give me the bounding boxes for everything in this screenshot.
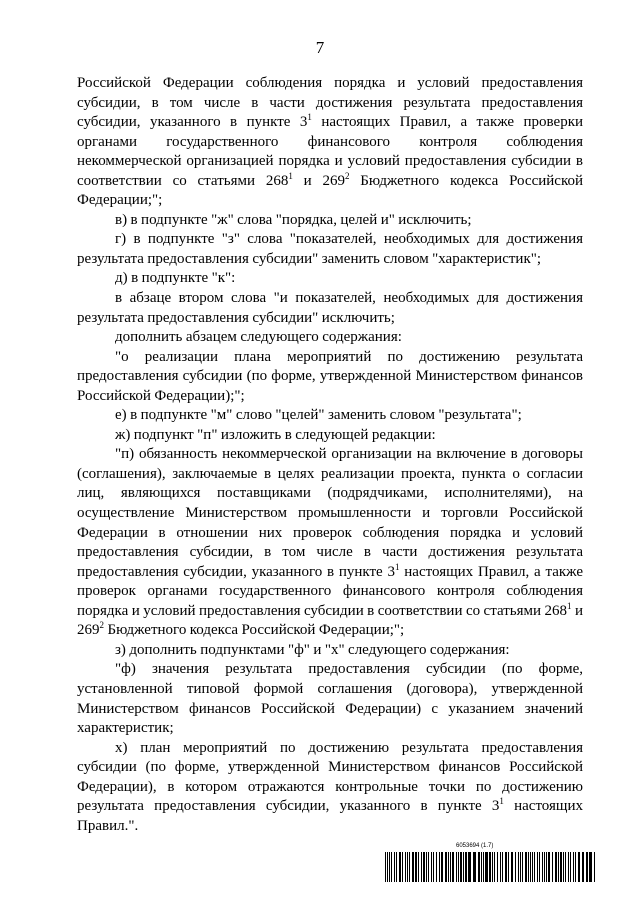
paragraph <box>77 230 583 269</box>
paragraph-text: настоящих Правил, а также проверки органами государственного финансового контроля соблюдения некоммерческой организацией порядка и условий предоставления субсидии в соответствии со статьями 268 <box>77 114 584 189</box>
paragraph-text: в) в подпункте "ж" слова "порядка, целей и" исключить; <box>115 211 472 228</box>
document-barcode <box>384 842 598 884</box>
barcode-icon <box>384 852 598 882</box>
paragraph-text: дополнить абзацем следующего содержания: <box>115 329 402 346</box>
document-body <box>77 74 583 836</box>
paragraph <box>77 660 583 738</box>
paragraph-text: г) в подпункте "з" слова "показателей, необходимых для достижения результата предоставления субсидии" заменить словом "характеристик"; <box>77 231 583 267</box>
paragraph <box>77 641 583 661</box>
paragraph-text: Российской Федерации соблюдения порядка и условий предоставления субсидии, в том числе в части достижения результата предоставления субсидии, указанного в пункте 3 <box>77 75 583 131</box>
paragraph-text: в абзаце втором слова "и показателей, необходимых для достижения результата предоставления субсидии" исключить; <box>77 290 583 326</box>
paragraph-text: "ф) значения результата предоставления субсидии (по форме, установленной типовой формой соглашения (договора), утвержденной Министерством финансов Российской Федерации) с указанием значений характеристик; <box>77 661 583 737</box>
paragraph-text: Бюджетного кодекса Российской Федерации;"; <box>104 622 405 639</box>
superscript: 1 <box>499 796 504 807</box>
paragraph-text: "о реализации плана мероприятий по достижению результата предоставления субсидии (по форме, утвержденной Министерством финансов Российской Федерации);"; <box>77 348 583 404</box>
paragraph <box>77 289 583 328</box>
paragraph <box>77 445 583 640</box>
paragraph-text: настоящих Правил.". <box>77 798 584 834</box>
superscript: 1 <box>395 561 400 572</box>
paragraph <box>77 406 583 426</box>
paragraph <box>77 211 583 231</box>
paragraph-text: настоящих Правил, а также проверок органами государственного финансового контроля соблюдения порядка и условий предоставления субсидии в соответствии со статьями 268 <box>77 563 583 619</box>
paragraph-text: х) план мероприятий по достижению результата предоставления субсидии (по форме, утвержденной Министерством финансов Российской Федерации), в котором отражаются контрольные точки по достижению результата предоставления субсидии, указанного в пункте 3 <box>77 739 583 815</box>
superscript: 1 <box>567 600 572 611</box>
paragraph <box>77 348 583 407</box>
paragraph-text: Бюджетного кодекса Российской Федерации;"; <box>77 172 584 209</box>
superscript: 2 <box>344 170 350 181</box>
paragraph <box>77 328 583 348</box>
paragraph-text: з) дополнить подпунктами "ф" и "х" следующего содержания: <box>115 641 510 658</box>
paragraph-text: е) в подпункте "м" слово "целей" заменить словом "результата"; <box>115 407 522 424</box>
barcode-caption: 6053694 (1.7) <box>456 843 494 849</box>
paragraph-text: д) в подпункте "к": <box>115 270 236 287</box>
superscript: 1 <box>307 112 312 123</box>
superscript: 1 <box>288 170 293 181</box>
superscript: 2 <box>99 620 104 631</box>
paragraph <box>77 739 583 837</box>
paragraph-text: и 269 <box>292 172 345 189</box>
paragraph-text: и 269 <box>77 602 584 639</box>
paragraph-text: "п) обязанность некоммерческой организации на включение в договоры (соглашения), заключаемые в целях реализации проекта, пункта о согласии лиц, являющихся поставщиками (подрядчиками, исполнителями), на осуществление Министерством промышленности и торговли Российской Федерации в отношении них проверок соблюдения порядка и условий предоставления субсидии, в том числе в части достижения результата предоставления субсидии, указанного в пункте 3 <box>77 446 583 580</box>
page-number: 7 <box>315 38 325 57</box>
paragraph <box>77 269 583 289</box>
paragraph-text: ж) подпункт "п" изложить в следующей редакции: <box>115 426 436 443</box>
paragraph <box>77 426 583 446</box>
paragraph <box>77 74 583 211</box>
